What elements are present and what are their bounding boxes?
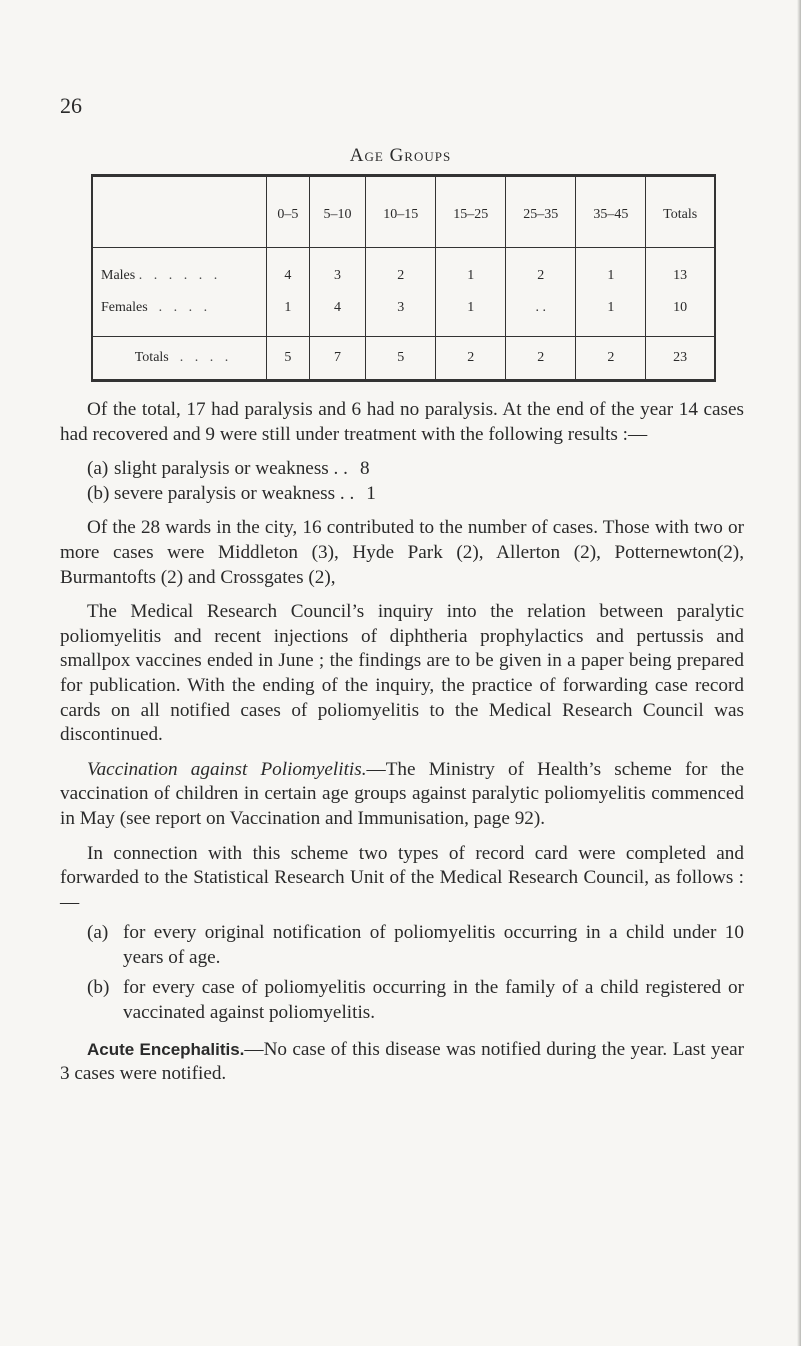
card-text: for every original notification of poliomyelitis occurring in a child under 10 years of age.	[123, 922, 744, 968]
body-text	[60, 398, 744, 1097]
table-row-females	[92, 292, 715, 337]
table-cell: 3	[309, 248, 365, 293]
table-header-row	[92, 176, 715, 248]
page-number: 26	[60, 93, 82, 118]
encephalitis-heading: Acute Encephalitis.	[87, 1039, 245, 1059]
result-value: 1	[366, 482, 376, 504]
table-cell: 5	[366, 337, 436, 381]
result-item	[60, 457, 744, 482]
table-cell: 10	[646, 292, 715, 337]
vaccination-text: —The Ministry of Health’s scheme for the vaccination of children in certain age groups against paralytic poliomyelitis commenced in May (see report on Vaccination and Immunisation, page 92).	[60, 758, 745, 829]
column-header: 5–10	[309, 176, 365, 248]
column-header: 25–35	[506, 176, 576, 248]
card-item	[60, 976, 744, 1025]
result-text: slight paralysis or weakness . .	[114, 458, 348, 480]
table-cell: 5	[267, 337, 310, 381]
table-cell: 4	[267, 248, 310, 293]
list-marker: (a)	[87, 458, 109, 480]
list-marker: (b)	[87, 977, 110, 999]
list-marker: (a)	[87, 922, 109, 944]
table-cell: 23	[646, 337, 715, 381]
column-header: 10–15	[366, 176, 436, 248]
column-header: 35–45	[576, 176, 646, 248]
table-cell: 4	[309, 292, 365, 337]
table-cell: 3	[366, 292, 436, 337]
vaccination-heading: Vaccination against Poliomyelitis.	[87, 758, 367, 780]
list-marker: (b)	[87, 482, 110, 504]
leader-dots: . . . .	[172, 350, 233, 365]
column-header: 15–25	[436, 176, 506, 248]
table-cell: 2	[436, 337, 506, 381]
row-label: Totals	[134, 350, 169, 365]
leader-dots: . . . . . .	[138, 268, 222, 283]
paragraph-record-cards: In connection with this scheme two types of record card were completed and forwarded to the Statistical Research Unit of the Medical Research Council, as follows :—	[60, 842, 744, 913]
result-item	[60, 482, 744, 507]
table-cell: 1	[267, 292, 310, 337]
leader-dots: . . . .	[151, 300, 212, 315]
table-cell: 2	[366, 248, 436, 293]
paragraph-vaccination	[60, 758, 744, 832]
table-row-totals	[92, 337, 715, 381]
paragraph-paralysis: Of the total, 17 had paralysis and 6 had no paralysis. At the end of the year 14 cases had recovered and 9 were still under treatment with the following results :—	[60, 399, 744, 445]
paragraph-encephalitis	[60, 1038, 744, 1087]
column-header: 0–5	[267, 176, 310, 248]
paragraph-mrc-inquiry: The Medical Research Council’s inquiry into the relation between paralytic poliomyelitis and recent injections of diphtheria prophylactics and pertussis and smallpox vaccines ended in June ; the findings are to be given in a paper being prepared for publication. With the ending of the inquiry, the practice of forwarding case record cards on all notified cases of poliomyelitis to the Medical Research Council was discontinued.	[60, 601, 744, 746]
row-label: Males	[101, 268, 136, 283]
page-edge-shadow	[797, 0, 801, 1346]
table-cell: 1	[436, 292, 506, 337]
encephalitis-text: —No case of this disease was notified during the year. Last year 3 cases were notified.	[60, 1038, 744, 1085]
table-corner-cell	[92, 176, 267, 248]
table-cell: 1	[576, 292, 646, 337]
table-title: Age Groups	[349, 145, 452, 166]
table-cell: 1	[436, 248, 506, 293]
table-cell: 2	[506, 248, 576, 293]
table-cell: 2	[576, 337, 646, 381]
age-groups-table	[91, 174, 716, 382]
card-text: for every case of poliomyelitis occurring in the family of a child registered or vaccinated against poliomyelitis.	[123, 977, 744, 1024]
table-cell: 1	[576, 248, 646, 293]
result-value: 8	[359, 458, 370, 480]
row-label: Females	[101, 300, 148, 315]
table-row-males	[92, 248, 715, 293]
table-cell: . .	[506, 292, 576, 337]
paragraph-wards: Of the 28 wards in the city, 16 contributed to the number of cases. Those with two or more cases were Middleton (3), Hyde Park (2), Allerton (2), Potternewton(2), Burmantofts (2) and Crossgates (2),	[60, 517, 744, 588]
card-item	[60, 921, 744, 970]
table-cell: 2	[506, 337, 576, 381]
table-cell: 13	[646, 248, 715, 293]
result-text: severe paralysis or weakness . .	[114, 482, 355, 504]
column-header: Totals	[646, 176, 715, 248]
table-cell: 7	[309, 337, 365, 381]
